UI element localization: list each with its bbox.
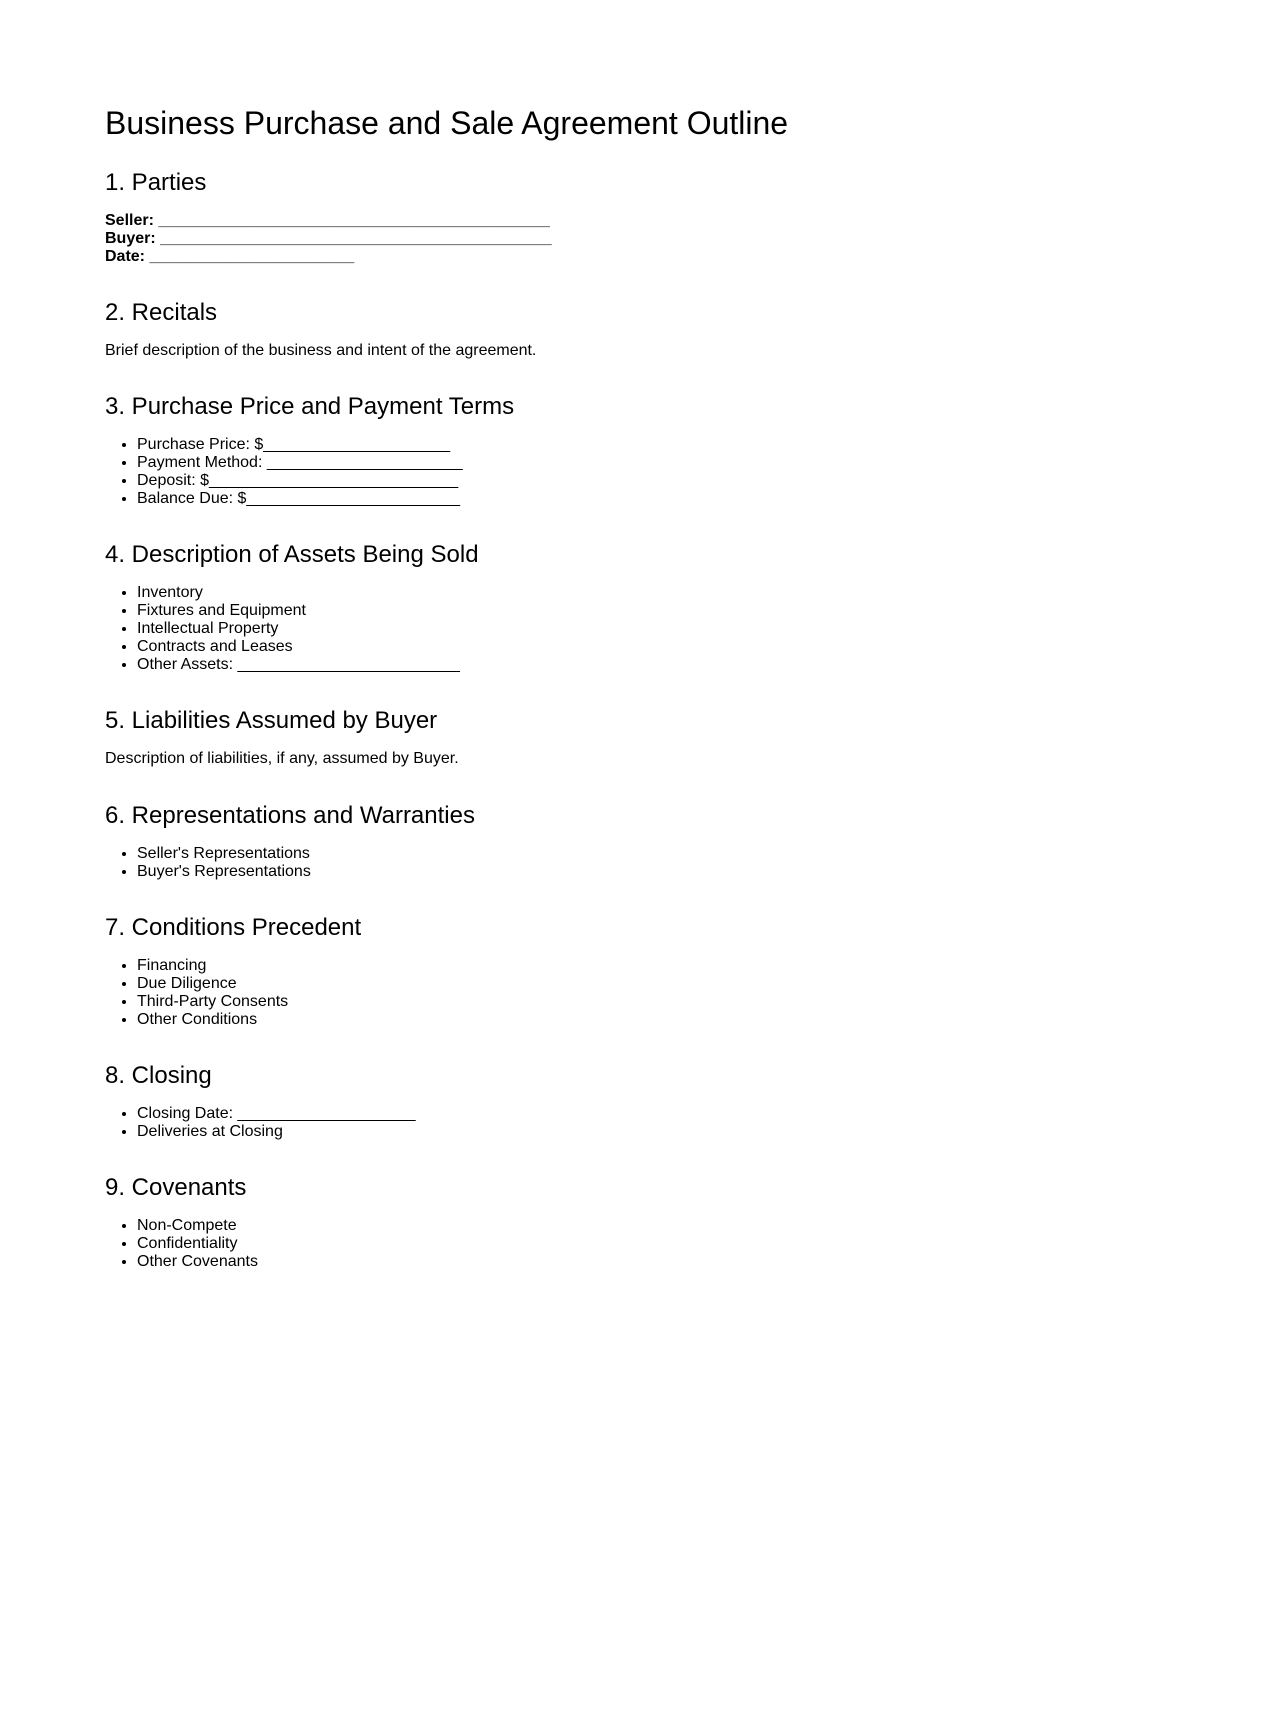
- list-item: • Payment Method: ______________________: [137, 454, 1155, 472]
- list-item: • Financing: [137, 957, 1155, 975]
- section-liabilities: [105, 707, 1155, 768]
- section-closing: [105, 1062, 1155, 1141]
- seller-blank: ____________________________________________: [153, 212, 550, 229]
- list-item: • Seller's Representations: [137, 845, 1155, 863]
- section-heading: 1. Parties: [105, 169, 207, 196]
- liabilities-text: Description of liabilities, if any, assumed by Buyer.: [105, 750, 459, 768]
- section-recitals: [105, 299, 1155, 360]
- section-conditions: [105, 914, 1155, 1029]
- conditions-list: [105, 957, 1155, 1029]
- section-heading: 6. Representations and Warranties: [105, 801, 475, 829]
- section-heading: 4. Description of Assets Being Sold: [105, 541, 479, 569]
- document-page: [105, 105, 1155, 1304]
- list-item: • Due Diligence: [137, 975, 1155, 993]
- date-label: Date:: [105, 248, 146, 265]
- section-assets: [105, 541, 1155, 674]
- list-item: • Intellectual Property: [137, 620, 1155, 638]
- list-item: • Deliveries at Closing: [137, 1123, 1155, 1141]
- seller-label: Seller:: [105, 212, 154, 229]
- buyer-field: [105, 230, 1155, 248]
- date-field: [105, 248, 1155, 266]
- list-item: • Fixtures and Equipment: [137, 602, 1155, 620]
- section-purchase-price: [105, 393, 1155, 508]
- list-item: • Non-Compete: [137, 1217, 1155, 1235]
- section-heading: 8. Closing: [105, 1061, 212, 1089]
- section-heading: 5. Liabilities Assumed by Buyer: [105, 707, 438, 735]
- list-item: • Closing Date: ____________________: [137, 1105, 1155, 1123]
- section-heading: 2. Recitals: [105, 299, 218, 326]
- buyer-label: Buyer:: [105, 230, 156, 247]
- purchase-price-list: [105, 436, 1155, 508]
- section-heading: 7. Conditions Precedent: [105, 913, 362, 941]
- list-item: • Balance Due: $________________________: [137, 490, 1155, 508]
- buyer-blank: ____________________________________________: [155, 230, 552, 247]
- page-title: Business Purchase and Sale Agreement Outline: [105, 105, 789, 141]
- section-heading: 3. Purchase Price and Payment Terms: [105, 393, 515, 421]
- list-item: • Other Conditions: [137, 1011, 1155, 1029]
- section-representations: [105, 802, 1155, 881]
- list-item: • Confidentiality: [137, 1235, 1155, 1253]
- representations-list: [105, 845, 1155, 881]
- section-heading: 9. Covenants: [105, 1173, 247, 1201]
- list-item: • Other Covenants: [137, 1253, 1155, 1271]
- seller-field: [105, 212, 1155, 230]
- assets-list: [105, 584, 1155, 674]
- list-item: • Contracts and Leases: [137, 638, 1155, 656]
- list-item: • Buyer's Representations: [137, 863, 1155, 881]
- list-item: • Third-Party Consents: [137, 993, 1155, 1011]
- list-item: • Purchase Price: $_____________________: [137, 436, 1155, 454]
- section-covenants: [105, 1174, 1155, 1271]
- date-blank: _______________________: [145, 248, 355, 265]
- closing-list: [105, 1105, 1155, 1141]
- recitals-text: Brief description of the business and intent of the agreement.: [105, 342, 537, 359]
- covenants-list: [105, 1217, 1155, 1271]
- list-item: • Other Assets: _________________________: [137, 656, 1155, 674]
- list-item: • Deposit: $____________________________: [137, 472, 1155, 490]
- list-item: • Inventory: [137, 584, 1155, 602]
- section-parties: [105, 169, 1155, 266]
